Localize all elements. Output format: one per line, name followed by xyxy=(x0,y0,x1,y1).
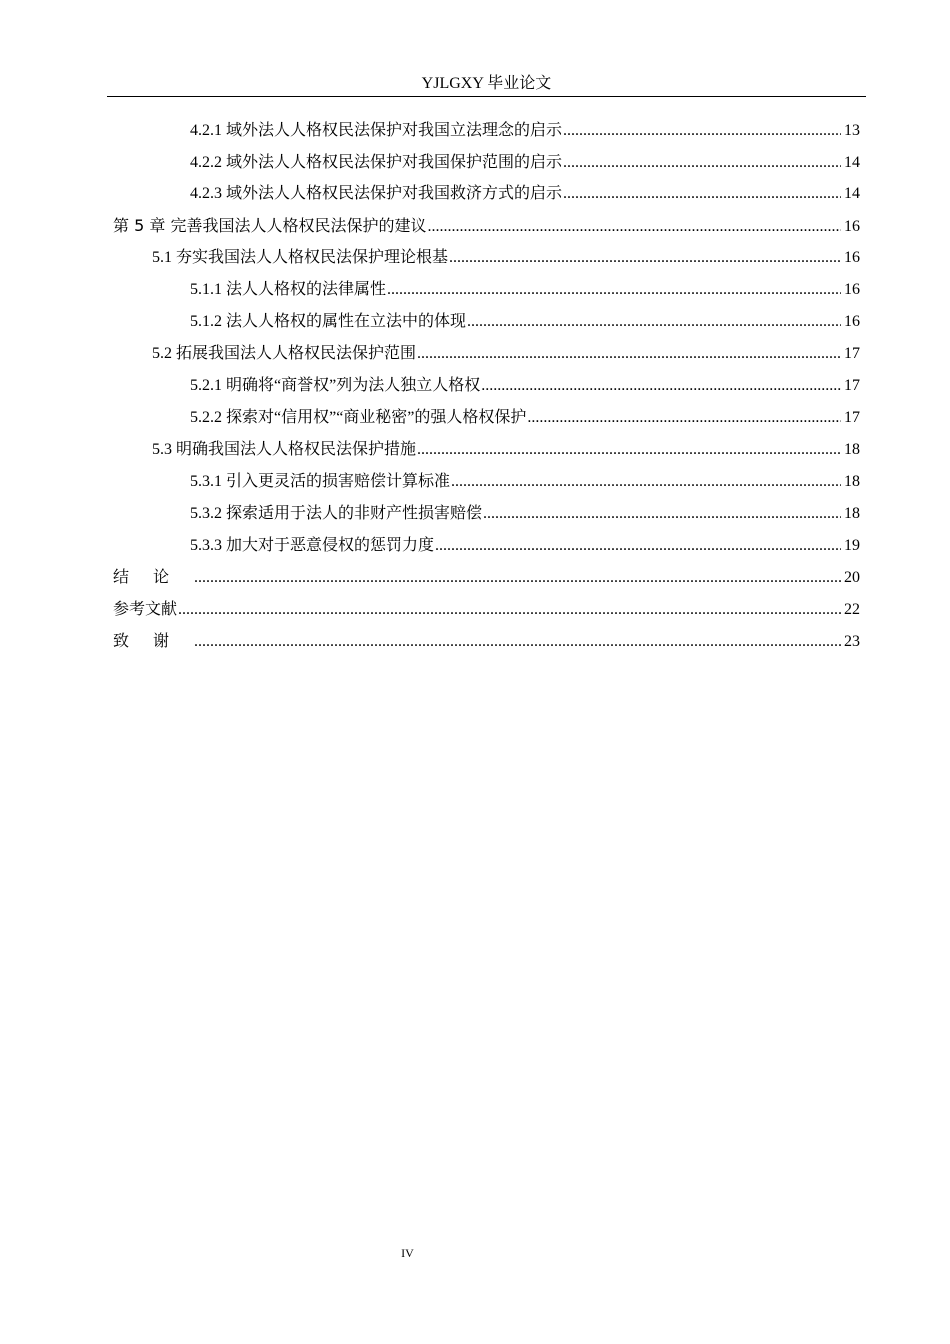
toc-entry-5-2-1[interactable] xyxy=(190,374,860,398)
toc-page-number: 13 xyxy=(844,122,860,139)
toc-entry-label: 第 5 章 完善我国法人人格权民法保护的建议 xyxy=(113,216,427,235)
toc-entry-5-1[interactable] xyxy=(152,246,860,270)
toc-leader-dots xyxy=(563,119,841,143)
toc-page-number: 16 xyxy=(844,281,860,298)
toc-entry-5-3-3[interactable] xyxy=(190,534,860,558)
toc-page-number: 23 xyxy=(844,633,860,650)
toc-page-number: 14 xyxy=(844,185,860,202)
toc-entry-5-3-2[interactable] xyxy=(190,502,860,526)
toc-entry-label: 5.1.2 法人人格权的属性在立法中的体现 xyxy=(190,313,467,330)
toc-entry-label: 参考文献 xyxy=(113,599,178,618)
toc-leader-dots xyxy=(451,470,841,494)
toc-entry-4-2-3[interactable] xyxy=(190,182,860,206)
toc-page-number: 16 xyxy=(844,218,860,235)
header-rule xyxy=(107,96,866,97)
toc-page-number: 17 xyxy=(844,345,860,362)
toc-entry-5-2-2[interactable] xyxy=(190,406,860,430)
toc-entry-label: 4.2.2 域外法人人格权民法保护对我国保护范围的启示 xyxy=(190,154,563,171)
toc-entry-label: 结论 xyxy=(113,567,194,586)
toc-leader-dots xyxy=(449,246,841,270)
toc-leader-dots xyxy=(563,151,841,175)
toc-leader-dots xyxy=(417,438,841,462)
running-header: YJLGXY 毕业论文 xyxy=(421,75,552,92)
toc-leader-dots xyxy=(563,182,841,206)
toc-page-number: 14 xyxy=(844,154,860,171)
toc-entry-label: 5.3.1 引入更灵活的损害赔偿计算标准 xyxy=(190,473,451,490)
toc-entry-label: 5.3.3 加大对于恶意侵权的惩罚力度 xyxy=(190,537,435,554)
toc-entry-label: 4.2.3 域外法人人格权民法保护对我国救济方式的启示 xyxy=(190,185,563,202)
toc-page-number: 20 xyxy=(844,569,860,586)
toc-page-number: 18 xyxy=(844,441,860,458)
toc-entry-references[interactable] xyxy=(113,597,860,621)
toc-leader-dots xyxy=(194,566,841,590)
toc-entry-5-3[interactable] xyxy=(152,438,860,462)
page-number-footer: IV xyxy=(401,1246,414,1260)
toc-leader-dots xyxy=(194,630,841,654)
toc-leader-dots xyxy=(387,278,841,302)
toc-entry-label: 5.1.1 法人人格权的法律属性 xyxy=(190,281,387,298)
toc-page-number: 16 xyxy=(844,249,860,266)
toc-leader-dots xyxy=(467,310,841,334)
toc-leader-dots xyxy=(483,502,841,526)
toc-entry-label: 5.2 拓展我国法人人格权民法保护范围 xyxy=(152,345,417,362)
toc-page-number: 17 xyxy=(844,377,860,394)
toc-entry-label: 5.3.2 探索适用于法人的非财产性损害赔偿 xyxy=(190,505,483,522)
toc-entry-label: 5.2.1 明确将“商誉权”列为法人独立人格权 xyxy=(190,377,481,394)
toc-entry-5-3-1[interactable] xyxy=(190,470,860,494)
toc-entry-label: 5.1 夯实我国法人人格权民法保护理论根基 xyxy=(152,249,449,266)
toc-entry-chapter-5[interactable] xyxy=(113,214,860,238)
toc-entry-acknowledgements[interactable] xyxy=(113,629,860,653)
toc-entry-label: 5.2.2 探索对“信用权”“商业秘密”的强人格权保护 xyxy=(190,409,527,426)
toc-leader-dots xyxy=(427,215,841,239)
toc-leader-dots xyxy=(435,534,841,558)
toc-entry-label: 5.3 明确我国法人人格权民法保护措施 xyxy=(152,441,417,458)
toc-leader-dots xyxy=(178,598,841,622)
toc-page-number: 16 xyxy=(844,313,860,330)
toc-leader-dots xyxy=(481,374,841,398)
toc-page-number: 18 xyxy=(844,505,860,522)
toc-page-number: 19 xyxy=(844,537,860,554)
toc-entry-4-2-1[interactable] xyxy=(190,119,860,143)
toc-leader-dots xyxy=(527,406,841,430)
toc-entry-5-2[interactable] xyxy=(152,342,860,366)
toc-entry-4-2-2[interactable] xyxy=(190,151,860,175)
toc-entry-label: 4.2.1 域外法人人格权民法保护对我国立法理念的启示 xyxy=(190,122,563,139)
toc-leader-dots xyxy=(417,342,841,366)
toc-entry-5-1-2[interactable] xyxy=(190,310,860,334)
toc-entry-conclusion[interactable] xyxy=(113,565,860,589)
toc-entry-label: 致谢 xyxy=(113,631,194,650)
toc-page-number: 17 xyxy=(844,409,860,426)
toc-entry-5-1-1[interactable] xyxy=(190,278,860,302)
toc-page-number: 18 xyxy=(844,473,860,490)
toc-page-number: 22 xyxy=(844,601,860,618)
